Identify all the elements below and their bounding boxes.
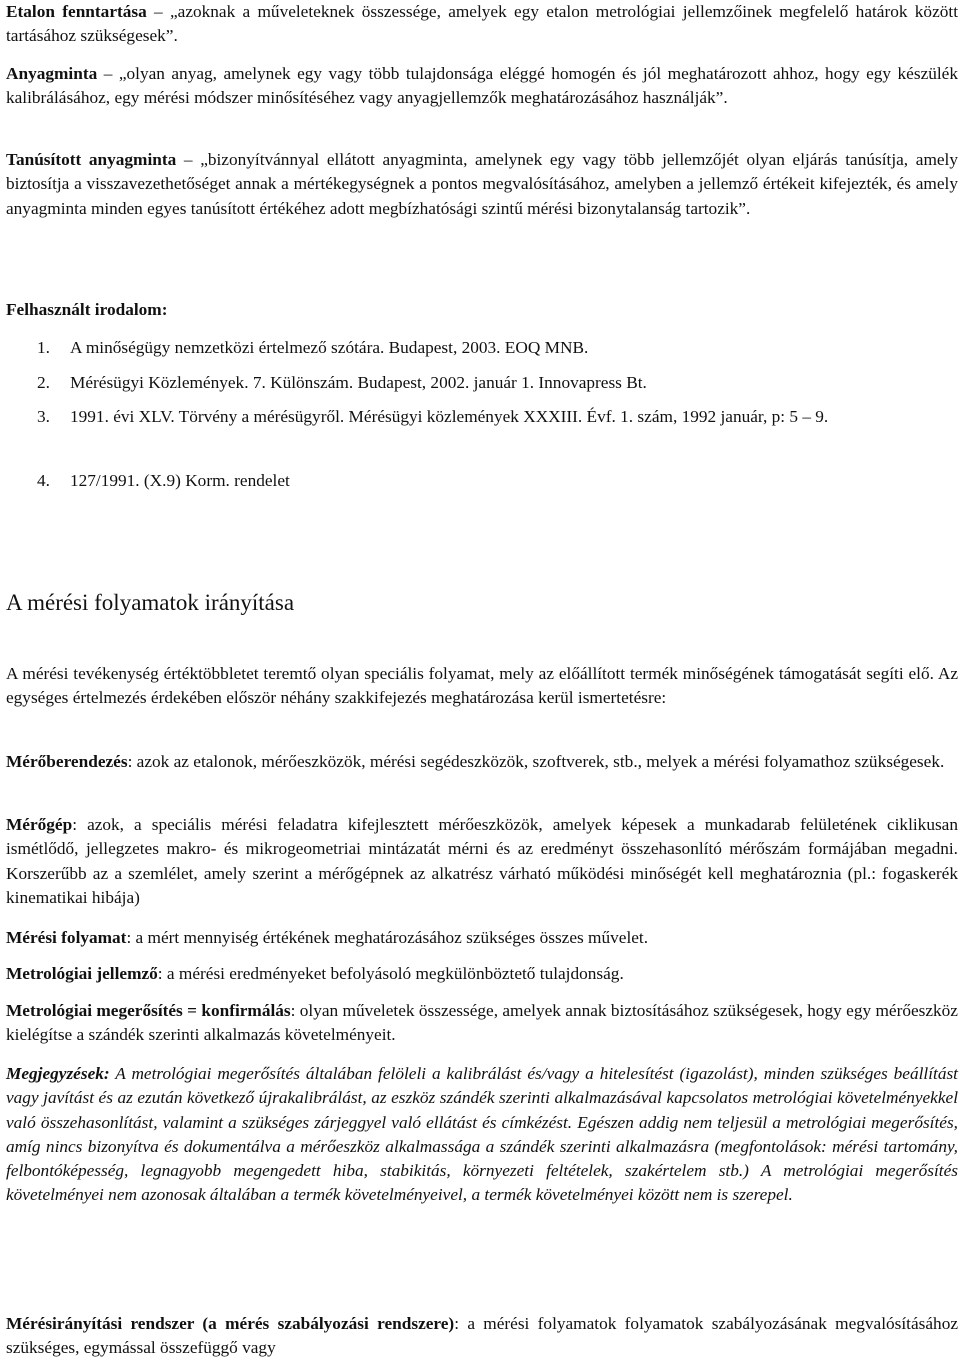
reference-item: [6, 371, 958, 395]
term: Mérőberendezés: [6, 752, 128, 771]
definition-etalon-fenntartasa: [6, 0, 958, 49]
definition-text: – „bizonyítvánnyal ellátott anyagminta, amelynek egy vagy több jellemzőjét olyan eljárás tanúsítja, amely biztosítja a visszavezethetőséget annak a mértékegységnek a pontos megvalósításához, amelyben a jellemző értékeit kifejezték, és amely anyagminta minden egyes tanúsított értékéhez adott megbízhatósági szintű mérési bizonytalanság tartozik”.: [6, 150, 958, 218]
reference-text: A minőségügy nemzetközi értelmező szótára. Budapest, 2003. EOQ MNB.: [70, 338, 589, 357]
reference-number: 4.: [37, 471, 50, 490]
definition-metrologiai-megerosites: [6, 999, 958, 1048]
term: Anyagminta: [6, 64, 98, 83]
term: Etalon fenntartása: [6, 2, 147, 21]
section-intro: A mérési tevékenység értéktöbbletet teremtő olyan speciális folyamat, mely az előállított termék minőségének támogatását segíti elő. Az egységes értelmezés érdekében először néhány szakkifejezés meghatározása kerül ismertetésre:: [6, 664, 958, 708]
definition-metrologiai-jellemzo: [6, 962, 958, 986]
reference-number: 2.: [37, 373, 50, 392]
definition-meresiranyitasi-rendszer: [6, 1312, 958, 1361]
definition-text: : azok az etalonok, mérőeszközök, mérési segédeszközök, szoftverek, stb., melyek a mérési folyamathoz szükségesek.: [127, 752, 945, 771]
reference-number: 3.: [37, 407, 50, 426]
definition-meroberendezes: [6, 750, 958, 774]
definition-text: : a mérési eredményeket befolyásoló megkülönböztető tulajdonság.: [157, 964, 624, 983]
definition-text: : olyan műveletek összessége, amelyek annak biztosításához szükségesek, hogy egy mérőeszköz kielégítse a szándék szerinti alkalmazás követelményeit.: [6, 1001, 958, 1045]
reference-number: 1.: [37, 338, 50, 357]
reference-item: [6, 469, 958, 493]
reference-text: 127/1991. (X.9) Korm. rendelet: [70, 471, 290, 490]
definition-text: – „azoknak a műveleteknek összessége, amelyek egy etalon metrológiai jellemzőinek megfelelő határok között tartásához szükségesek”.: [6, 2, 958, 46]
reference-text: Mérésügyi Közlemények. 7. Különszám. Budapest, 2002. január 1. Innovapress Bt.: [70, 373, 647, 392]
term: Mérőgép: [6, 815, 73, 834]
section-title: A mérési folyamatok irányítása: [6, 590, 295, 615]
notes-text: A metrológiai megerősítés általában felöleli a kalibrálást és/vagy a hitelesítést (igazolást), minden szükséges beállítást vagy javítást és az ezután következő újrakalibrálást, az eszköz szándék szerinti alkalmazásával kapcsolatos metrológiai követelményekkel való összehasonlítást, valamint a szükséges zárjeggyel való ellátást és címkézést. Egészen addig nem teljesül a metrológiai megerősítés, amíg nincs bizonyítva és dokumentálva a mérőeszköz alkalmassága a szándék szerinti alkalmazásra (megfontolások: mérési tartomány, felbontóképesség, legnagyobb megengedett hiba, stabikitás, környezeti feltételek, szakértelem stb.) A metrológiai megerősítés követelményei nem azonosak általában a termék követelményeivel, a termék követelményei között nem is szerepel.: [6, 1064, 958, 1205]
references-heading: Felhasznált irodalom:: [6, 300, 168, 319]
notes-label: Megjegyzések:: [6, 1064, 110, 1083]
definition-anyagminta: [6, 62, 958, 111]
definition-merogep: [6, 813, 958, 910]
definition-meresi-folyamat: [6, 926, 958, 950]
term: Mérésirányítási rendszer (a mérés szabályozási rendszere): [6, 1314, 455, 1333]
definition-text: : azok, a speciális mérési feladatra kifejlesztett mérőeszközök, amelyek képesek a munkadarab felületének ciklikusan ismétlődő, jellegzetes makro- és mikrogeometriai mintázatát mérni és az eredményt összehasonlító mérőszám formájában megadni. Korszerűbb az a szemlélet, amely szerint a mérőgépnek az alkatrész várható működési minőségét kell meghatároznia (pl.: fogaskerék kinematikai hibája): [6, 815, 958, 907]
definition-text: – „olyan anyag, amelynek egy vagy több tulajdonsága eléggé homogén és jól meghatározott ahhoz, hogy egy készülék kalibrálásához, egy mérési módszer minősítéséhez vagy anyagjellemzők meghatározásához használják”.: [6, 64, 958, 108]
term: Tanúsított anyagminta: [6, 150, 177, 169]
reference-item: [6, 336, 958, 360]
definition-text: : a mérési folyamatok folyamatok szabályozásának megvalósításához szükséges, egymással összefüggő vagy: [6, 1314, 959, 1358]
definition-tanusitott-anyagminta: [6, 148, 958, 221]
definition-text: : a mért mennyiség értékének meghatározásához szükséges összes művelet.: [126, 928, 649, 947]
reference-text: 1991. évi XLV. Törvény a mérésügyről. Mérésügyi közlemények XXXIII. Évf. 1. szám, 1992 január, p: 5 – 9.: [70, 407, 829, 426]
term: Mérési folyamat: [6, 928, 127, 947]
term: Metrológiai megerősítés = konfirmálás: [6, 1001, 291, 1020]
notes-paragraph: [6, 1062, 958, 1208]
term: Metrológiai jellemző: [6, 964, 158, 983]
reference-item: [6, 405, 958, 429]
